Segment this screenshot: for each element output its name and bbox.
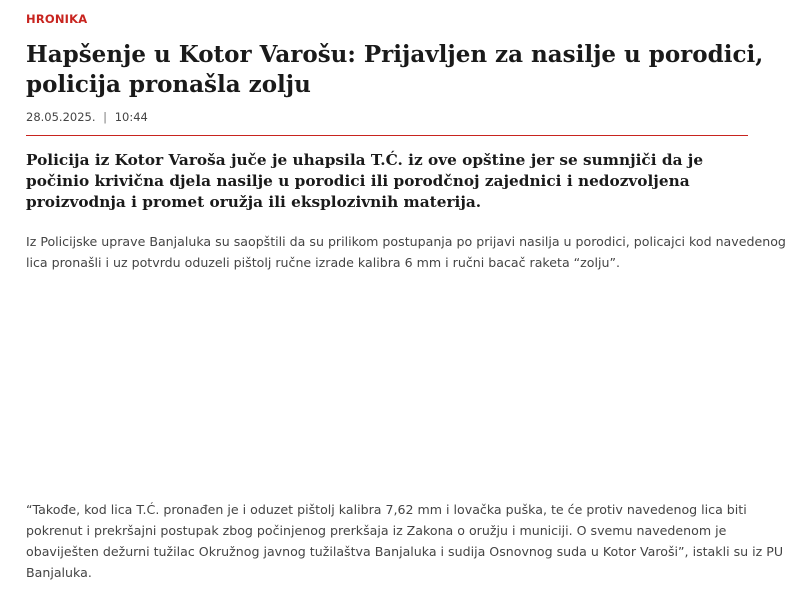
article-paragraph: “Takođe, kod lica T.Ć. pronađen je i oduzet pištolj kalibra 7,62 mm i lovačka puška, te će protiv navedenog lica biti pokrenut i prekršajni postupak zbog počinjenog prerkšaja iz Zakona o oružju i municiji. O svemu navedenom je obaviješten dežurni tužilac Okružnog javnog tužilaštva Banjaluka i sudija Osnovnog suda u Kotor Varoši”, istakli su iz PU Banjaluka.: [26, 502, 784, 580]
publish-time: 10:44: [114, 110, 148, 124]
article-paragraph: Iz Policijske uprave Banjaluka su saopštili da su prilikom postupanja po prijavi nasilja u porodici, policajci kod navedenog lica pronašli i uz potvrdu oduzeli pištolj ručne izrade kalibra 6 mm i ručni bacač raketa “zolju”.: [26, 234, 786, 270]
category-link[interactable]: HRONIKA: [26, 12, 88, 26]
article-lead: Policija iz Kotor Varoša juče je uhapsila T.Ć. iz ove opštine jer se sumnjiči da je počinio krivična djela nasilje u porodici ili porodčnoj zajednici i nedozvoljena proizvodnja i promet oružja ili eksplozivnih materija.: [26, 151, 704, 211]
headline-divider: [26, 135, 748, 136]
article-headline: Hapšenje u Kotor Varošu: Prijavljen za nasilje u porodici, policija pronašla zolju: [26, 41, 764, 98]
publish-date: 28.05.2025.: [26, 110, 96, 124]
article-meta: [26, 110, 148, 124]
meta-separator: |: [103, 110, 108, 124]
